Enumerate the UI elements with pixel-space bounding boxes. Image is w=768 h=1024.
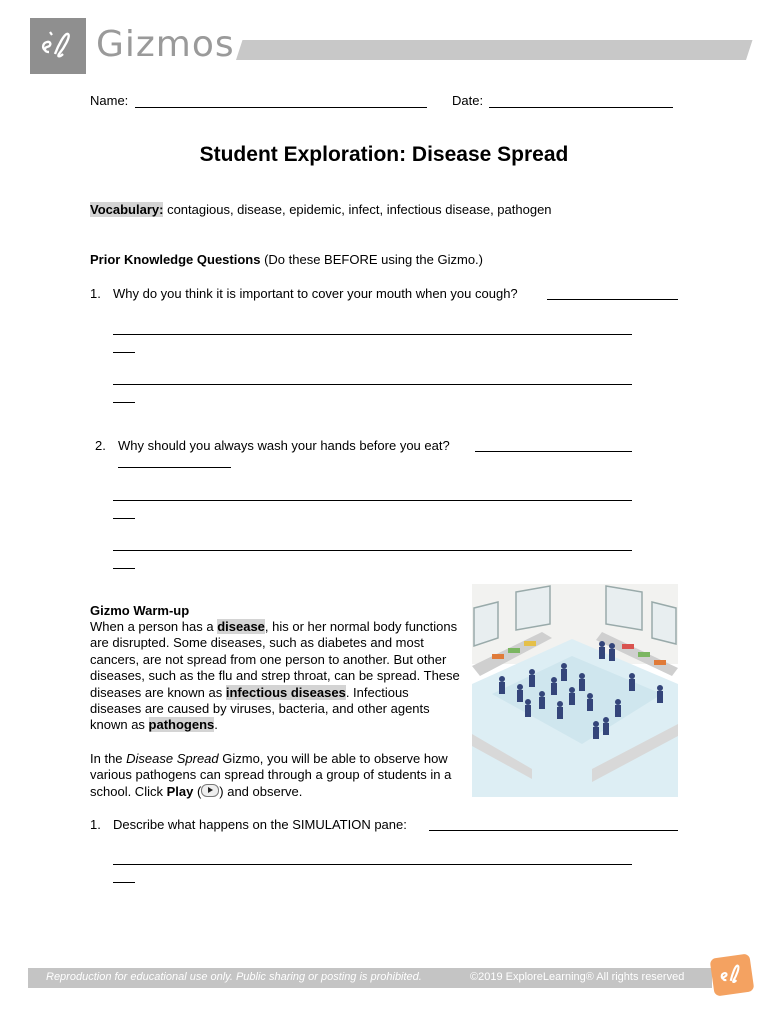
warmup-question-1-answer-line[interactable] xyxy=(429,830,678,831)
warmup-text: . xyxy=(214,717,218,733)
warmup-question-1-text: Describe what happens on the SIMULATION pane: xyxy=(113,817,407,832)
question-2-answer-line[interactable] xyxy=(113,568,135,569)
play-icon xyxy=(201,784,219,797)
name-field[interactable] xyxy=(135,107,427,108)
vocabulary-line xyxy=(90,202,552,218)
question-1-answer-line[interactable] xyxy=(113,402,135,403)
question-2-number: 2. xyxy=(95,438,106,453)
warmup-question-1-number: 1. xyxy=(90,817,101,832)
page-title: Student Exploration: Disease Spread xyxy=(199,143,569,166)
warmup-text: ( xyxy=(193,783,202,799)
question-1-answer-line[interactable] xyxy=(547,299,678,300)
date-label: Date: xyxy=(452,93,484,108)
question-2-text: Why should you always wash your hands before you eat? xyxy=(118,438,450,453)
warmup-paragraph-1 xyxy=(90,619,460,734)
warmup-text: Gizmo, you will be able to observe how various pathogens can spread through a group of students in a school. Click xyxy=(90,751,452,799)
warmup-paragraph-2 xyxy=(90,751,460,800)
question-2-answer-line[interactable] xyxy=(113,500,632,501)
warmup-heading: Gizmo Warm-up xyxy=(90,603,190,618)
question-1-answer-line[interactable] xyxy=(113,384,632,385)
cafeteria-simulation-illustration xyxy=(472,584,678,797)
vocabulary-label: Vocabulary: xyxy=(90,202,164,217)
brand-wordmark: Gizmos xyxy=(96,24,235,65)
warmup-text: , his or her normal body functions are disrupted. Some diseases, such as diabetes and most cancers, are not spread from one person to another. But other diseases, such as the flu and strep throat, can be spread. These diseases are known as xyxy=(90,619,460,700)
question-2-answer-line[interactable] xyxy=(475,451,632,452)
warmup-text: When a person has a xyxy=(90,619,218,634)
gizmo-name: Disease Spread xyxy=(126,751,219,766)
explorelearning-badge-icon xyxy=(710,953,755,996)
warmup-question-1-answer-line[interactable] xyxy=(113,882,135,883)
prior-knowledge-heading-line xyxy=(90,252,483,268)
play-label: Play xyxy=(166,783,194,799)
vocabulary-terms: contagious, disease, epidemic, infect, infectious disease, pathogen xyxy=(163,202,552,217)
prior-knowledge-note: (Do these BEFORE using the Gizmo.) xyxy=(260,252,483,267)
vocab-term-pathogens: pathogens xyxy=(148,717,215,733)
warmup-text: In the xyxy=(90,751,127,766)
vocab-term-infectious-diseases: infectious diseases xyxy=(225,684,346,700)
question-2-answer-line[interactable] xyxy=(113,518,135,519)
header-decorative-bar xyxy=(236,40,752,60)
name-label: Name: xyxy=(90,93,129,108)
prior-knowledge-heading: Prior Knowledge Questions xyxy=(90,252,261,267)
question-1-answer-line[interactable] xyxy=(113,334,632,335)
question-1-number: 1. xyxy=(90,286,101,301)
warmup-text: . Infectious diseases are caused by viruses, bacteria, and other agents known as xyxy=(90,684,430,733)
question-2-answer-line[interactable] xyxy=(113,550,632,551)
question-1-answer-line[interactable] xyxy=(113,352,135,353)
warmup-question-1-answer-line[interactable] xyxy=(113,864,632,865)
footer-reproduction-notice: Reproduction for educational use only. Public sharing or posting is prohibited. xyxy=(46,971,422,983)
warmup-text: ) and observe. xyxy=(219,783,303,799)
question-1-text: Why do you think it is important to cover your mouth when you cough? xyxy=(113,286,518,301)
footer-copyright: ©2019 ExploreLearning® All rights reserved xyxy=(470,971,685,983)
explorelearning-logo xyxy=(30,18,86,74)
question-2-answer-line[interactable] xyxy=(118,467,231,468)
el-logo-icon xyxy=(38,28,78,64)
date-field[interactable] xyxy=(489,107,673,108)
vocab-term-disease: disease xyxy=(217,619,265,634)
